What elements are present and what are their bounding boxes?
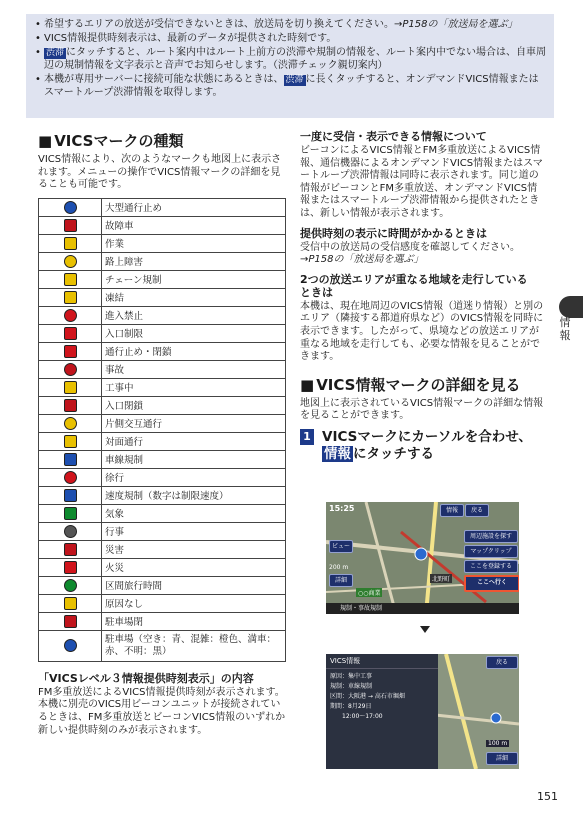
- traffic-jam-button-chip: 渋滞: [46, 48, 65, 58]
- clock: 15:25: [329, 504, 355, 513]
- place-label-1: ○○商業: [358, 590, 381, 597]
- step-instruction: VICSマークにカーソルを合わせ、 情報 にタッチする: [322, 428, 532, 462]
- two-way-traffic-icon: [64, 435, 77, 448]
- mark-label: 故障車: [102, 216, 286, 234]
- right-column: [300, 130, 546, 463]
- mark-label: 火災: [102, 558, 286, 576]
- view-button[interactable]: ビュー: [329, 540, 353, 553]
- detail-button[interactable]: 詳細: [329, 574, 353, 587]
- mark-row: [39, 288, 286, 306]
- mark-label: 大型通行止め: [102, 198, 286, 216]
- mark-row: [39, 378, 286, 396]
- weather-icon: [64, 507, 77, 520]
- large-vehicle-prohibited-icon: [64, 201, 77, 214]
- vics-info-row: 12:00〜17:00: [342, 713, 383, 720]
- mark-row: [39, 324, 286, 342]
- mark-label: 徐行: [102, 468, 286, 486]
- note-4: • 本機が専用サーバーに接続可能な状態にあるときは、 渋滞 に長くタッチすると、オンデマンドVICS情報またはスマートループ渋滞情報を取得します。: [44, 73, 546, 99]
- mark-label: 凍結: [102, 288, 286, 306]
- section-tab-label: 情報: [559, 316, 571, 342]
- mark-row: [39, 234, 286, 252]
- vics-info-row: 期間：8月29日: [330, 703, 372, 710]
- disaster-icon: [64, 543, 77, 556]
- vics-info-panel: [326, 654, 438, 769]
- back-button[interactable]: 戻る: [465, 504, 489, 517]
- scale-label: 200 m: [329, 564, 349, 571]
- mark-label: チェーン規制: [102, 270, 286, 288]
- frozen-icon: [64, 291, 77, 304]
- step-1: [300, 429, 546, 463]
- register-here-button[interactable]: ここを登録する: [464, 560, 518, 573]
- mark-label: 原因なし: [102, 594, 286, 612]
- page-number: 151: [537, 790, 558, 803]
- mark-label: 行事: [102, 522, 286, 540]
- mark-row: [39, 396, 286, 414]
- vics-info-row: 区間：大阪港 → 高石市堀畑: [330, 693, 405, 700]
- mark-row: [39, 594, 286, 612]
- section-tab: [559, 296, 583, 318]
- info-button[interactable]: 情報: [440, 504, 464, 517]
- left-column: [38, 130, 286, 743]
- level3-heading: 「VICSレベル３情報提供時刻表示」の内容: [38, 671, 254, 685]
- down-arrow: [420, 626, 430, 633]
- mark-label: 速度規制（数字は制限速度）: [102, 486, 286, 504]
- section-travel-time-icon: [64, 579, 77, 592]
- mark-row: [39, 468, 286, 486]
- lane-restriction-icon: [64, 453, 77, 466]
- mark-row: [39, 630, 286, 661]
- mark-label: 車線規制: [102, 450, 286, 468]
- vics-info-row: 規制：車線規制: [330, 683, 373, 690]
- closed-icon: [64, 345, 77, 358]
- construction-icon: [64, 381, 77, 394]
- mark-row: [39, 540, 286, 558]
- mark-row: [39, 252, 286, 270]
- parking-closed-icon: [64, 615, 77, 628]
- mark-label: 駐車場（空き：青、混雑：橙色、満車：赤、不明：黒）: [102, 630, 286, 661]
- status-bar: 規制・事故規制: [326, 603, 519, 614]
- mark-label: 災害: [102, 540, 286, 558]
- road-obstacle-icon: [64, 255, 77, 268]
- mark-row: [39, 558, 286, 576]
- vics-info-title: VICS情報: [326, 654, 438, 669]
- map-clip-button[interactable]: マップクリップ: [464, 545, 518, 558]
- mark-row: [39, 486, 286, 504]
- mark-label: 工事中: [102, 378, 286, 396]
- mark-row: [39, 342, 286, 360]
- mark-label: 進入禁止: [102, 306, 286, 324]
- mark-row: [39, 576, 286, 594]
- entry-restriction-icon: [64, 327, 77, 340]
- mark-label: 入口制限: [102, 324, 286, 342]
- vics-marks-table: [38, 198, 286, 662]
- mark-label: 入口閉鎖: [102, 396, 286, 414]
- no-entry-icon: [64, 309, 77, 322]
- broken-car-icon: [64, 219, 77, 232]
- detail-heading: ■ VICS情報マークの詳細を見る: [300, 374, 546, 395]
- mark-row: [39, 198, 286, 216]
- scale-label-2: 100 m: [488, 740, 508, 747]
- mark-row: [39, 306, 286, 324]
- info-button-chip: 情報: [324, 445, 351, 462]
- slow-down-icon: [64, 471, 77, 484]
- map-screenshot-2: [326, 654, 519, 769]
- parking-icon: [64, 639, 77, 652]
- go-here-button[interactable]: ここへ行く: [464, 575, 519, 592]
- speed-limit-icon: [64, 489, 77, 502]
- find-nearby-button[interactable]: 周辺施設を探す: [464, 530, 518, 543]
- vics-marks-heading: ■ VICSマークの種類: [38, 130, 286, 151]
- mark-label: 片側交互通行: [102, 414, 286, 432]
- delay-heading: 提供時刻の表示に時間がかかるときは: [300, 226, 487, 240]
- note-2: • VICS情報提供時刻表示は、最新のデータが提供された時刻です。: [44, 32, 546, 45]
- mark-label: 駐車場閉: [102, 612, 286, 630]
- mark-label: 区間旅行時間: [102, 576, 286, 594]
- note-3: • 渋滞 にタッチすると、ルート案内中はルート上前方の渋滞や規制の情報を、ルート案内中でない場合は、自車周辺の規制情報を文字表示と音声でお知らせします。（渋滞チェック親切案内）: [44, 46, 546, 72]
- vics-marks-intro: VICS情報により、次のようなマークも地図上に表示されます。メニューの操作でVICS情報マークの詳細を見ることも可能です。: [38, 154, 282, 191]
- mark-label: 気象: [102, 504, 286, 522]
- place-label-2: 北野町: [432, 576, 451, 583]
- mark-row: [39, 360, 286, 378]
- unknown-cause-icon: [64, 597, 77, 610]
- overlap-heading: 2つの放送エリアが重なる地域を走行しているときは: [300, 272, 528, 299]
- event-icon: [64, 525, 77, 538]
- accident-icon: [64, 363, 77, 376]
- notes-box: [26, 14, 554, 118]
- mark-label: 路上障害: [102, 252, 286, 270]
- overlap-text: 本機は、現在地周辺のVICS情報（道迷り情報）と別のエリア（隣接する都道府県など）のVICS情報を同時に表示できます。したがって、県境などの放送エリアが重なる地域を走行しても、必要な情報を見ることができます。: [300, 300, 544, 363]
- detail-button-2[interactable]: 詳細: [486, 752, 518, 765]
- map-background: [326, 502, 519, 614]
- back-button-2[interactable]: 戻る: [486, 656, 518, 669]
- traffic-jam-button-chip: 渋滞: [285, 75, 304, 85]
- mark-row: [39, 612, 286, 630]
- mark-row: [39, 216, 286, 234]
- mark-row: [39, 450, 286, 468]
- entrance-closed-icon: [64, 399, 77, 412]
- simultaneous-text: ビーコンによるVICS情報とFM多重放送によるVICS情報、通信機器によるオンデマンドVICS情報またはスマートループ渋滞情報は同時に表示されます。同じ道の情報がビーコンとFM多重放送、オンデマンドVICS情報またはスマートループ渋滞情報から提供されたときは、新しい情報が表示されます。: [300, 145, 543, 219]
- mark-label: 事故: [102, 360, 286, 378]
- mark-row: [39, 414, 286, 432]
- mark-label: 通行止め・閉鎖: [102, 342, 286, 360]
- mark-row: [39, 522, 286, 540]
- delay-text: 受信中の放送局の受信感度を確認してください。 →P158の「放送局を選ぶ」: [300, 241, 520, 266]
- step-number: 1: [300, 429, 314, 445]
- mark-row: [39, 432, 286, 450]
- one-side-alternate-icon: [64, 417, 77, 430]
- mark-label: 対面通行: [102, 432, 286, 450]
- mark-row: [39, 504, 286, 522]
- vics-info-row: 原因：集中工事: [330, 673, 373, 680]
- detail-text: 地図上に表示されているVICS情報マークの詳細な情報を見ることができます。: [300, 397, 544, 422]
- mark-label: 作業: [102, 234, 286, 252]
- work-icon: [64, 237, 77, 250]
- level3-text: FM多重放送によるVICS情報提供時刻が表示されます。本機に別売のVICS用ビーコンユニットが接続されているときは、FM多重放送とビーコンVICS情報のいずれか新しい提供時刻のみが表示されます。: [38, 686, 286, 736]
- mark-row: [39, 270, 286, 288]
- map-screenshot-1: [326, 502, 519, 614]
- fire-icon: [64, 561, 77, 574]
- chain-required-icon: [64, 273, 77, 286]
- simultaneous-heading: 一度に受信・表示できる情報について: [300, 130, 487, 143]
- note-1: • 希望するエリアの放送が受信できないときは、放送局を切り換えてください。→P158の「放送局を選ぶ」: [44, 18, 546, 31]
